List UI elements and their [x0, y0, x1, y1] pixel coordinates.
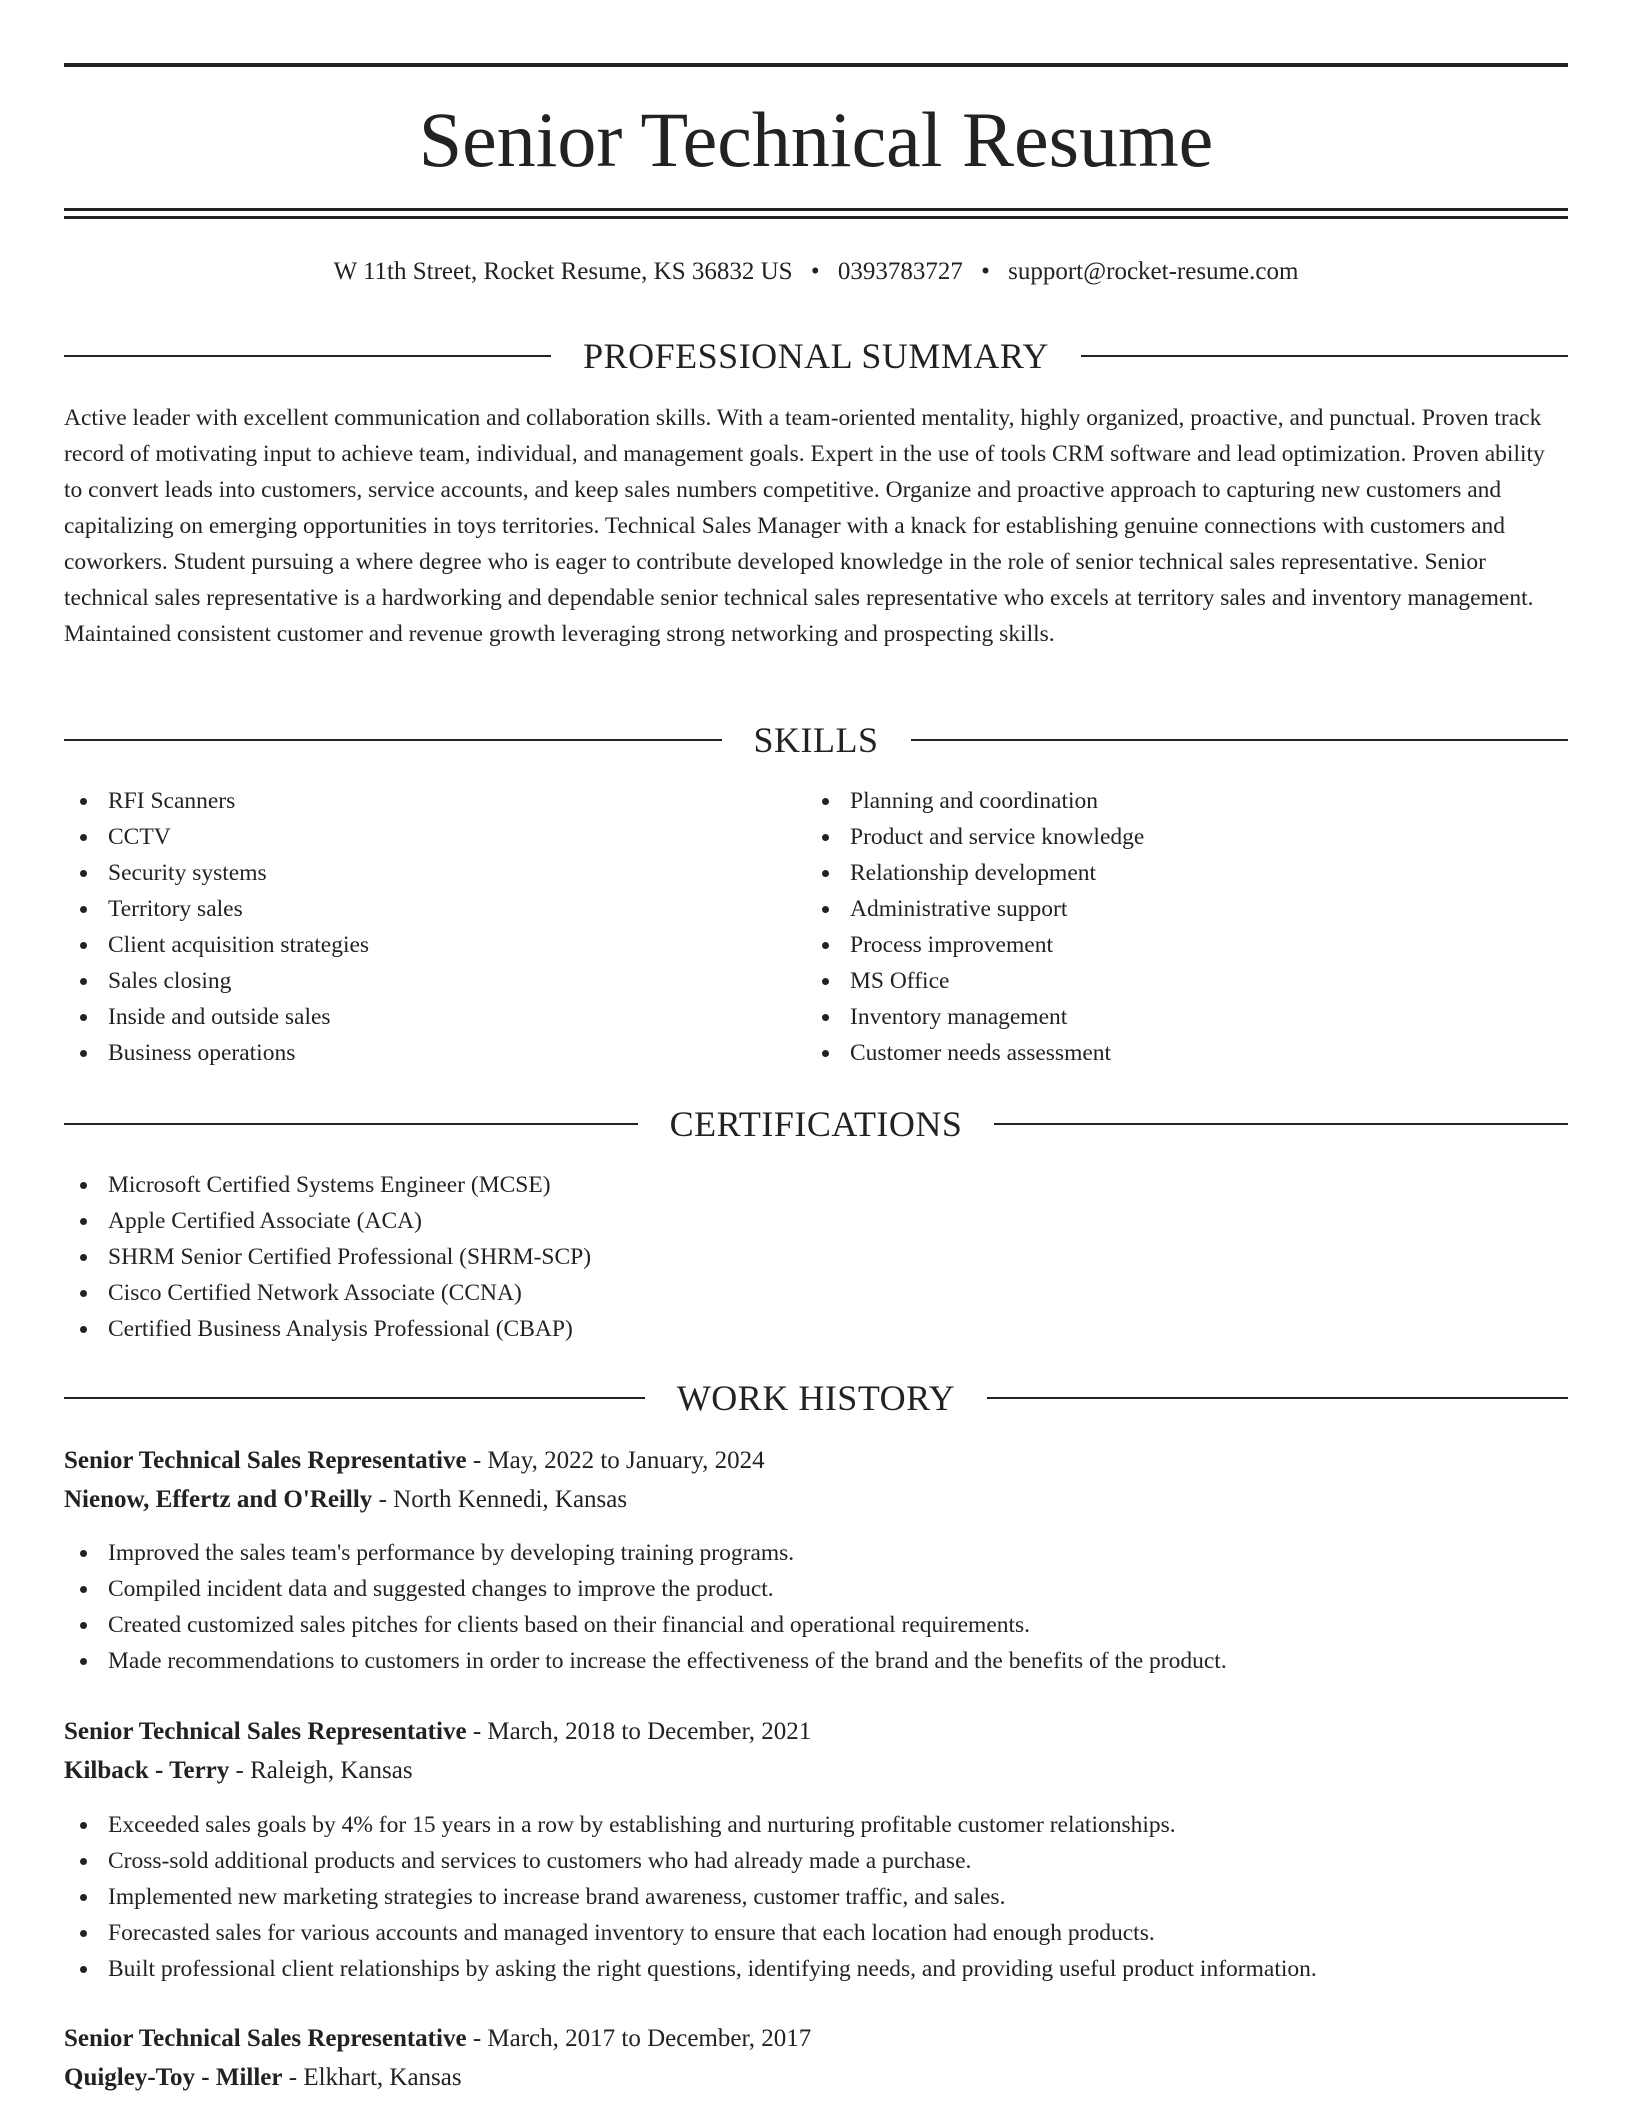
job-location: - Raleigh, Kansas: [229, 1757, 413, 1784]
section-rule: [64, 355, 551, 357]
summary-paragraph: Active leader with excellent communication and collaboration skills. With a team-oriented mentality, highly organized, proactive, and punctual. Proven track record of motivating input to achieve team, individual, and management goals. Expert in the use of tools CRM software and lead optimization. Proven ability to convert leads into customers, service accounts, and keep sales numbers competitive. Organize and proactive approach to capturing new customers and capitalizing on emerging opportunities in toys territories. Technical Sales Manager with a knack for establishing genuine connections with customers and coworkers. Student pursuing a where degree who is eager to contribute developed knowledge in the role of senior technical sales representative. Senior technical sales representative is a hardworking and dependable senior technical sales representative who excels at territory sales and inventory management. Maintained consistent customer and revenue growth leveraging strong networking and prospecting skills.: [64, 405, 1545, 647]
section-title: SKILLS: [753, 720, 879, 760]
section-title: WORK HISTORY: [676, 1378, 956, 1418]
job-dates: - May, 2022 to January, 2024: [466, 1447, 765, 1474]
section-rule: [911, 739, 1569, 741]
job-title-line: [64, 2021, 1568, 2057]
skill-item: Process improvement: [806, 927, 1144, 963]
skills-list-right: [806, 783, 1144, 1071]
contact-separator: •: [810, 258, 820, 285]
section-header-certifications: [64, 1102, 1568, 1146]
skill-item: Inventory management: [806, 999, 1144, 1035]
skill-item: Relationship development: [806, 855, 1144, 891]
job-location: - North Kennedi, Kansas: [372, 1486, 628, 1513]
skill-item: CCTV: [64, 819, 369, 855]
job-company-line: [64, 1753, 1568, 1789]
skill-item: MS Office: [806, 963, 1144, 999]
certification-item: Cisco Certified Network Associate (CCNA): [64, 1275, 591, 1311]
section-rule: [64, 1123, 638, 1125]
job-dates: - March, 2017 to December, 2017: [466, 2025, 812, 2052]
certification-item: Certified Business Analysis Professional (CBAP): [64, 1311, 591, 1347]
section-header-summary: [64, 334, 1568, 378]
skill-item: Sales closing: [64, 963, 369, 999]
skill-item: Client acquisition strategies: [64, 927, 369, 963]
job-bullet: Built professional client relationships by asking the right questions, identifying needs, and providing useful product information.: [64, 1951, 1317, 1987]
skill-item: Territory sales: [64, 891, 369, 927]
top-rule: [64, 63, 1568, 67]
section-rule: [64, 1397, 645, 1399]
section-rule: [987, 1397, 1568, 1399]
job-dates: - March, 2018 to December, 2021: [466, 1718, 812, 1745]
job-bullet: Exceeded sales goals by 4% for 15 years in a row by establishing and nurturing profitable customer relationships.: [64, 1807, 1317, 1843]
job-company: Quigley-Toy - Miller: [64, 2064, 283, 2091]
job-company: Kilback - Terry: [64, 1757, 230, 1784]
section-rule: [1081, 355, 1568, 357]
contact-separator: •: [981, 258, 990, 285]
job-bullets: [64, 1535, 1227, 1679]
job-title: Senior Technical Sales Representative: [64, 1447, 467, 1474]
job-title: Senior Technical Sales Representative: [64, 1718, 467, 1745]
title-double-rule-upper: [64, 208, 1568, 211]
skills-list-left: [64, 783, 369, 1071]
skill-item: Inside and outside sales: [64, 999, 369, 1035]
section-rule: [994, 1123, 1568, 1125]
certification-item: SHRM Senior Certified Professional (SHRM-SCP): [64, 1239, 591, 1275]
skill-item: Administrative support: [806, 891, 1144, 927]
job-company-line: [64, 1482, 1568, 1518]
certification-item: Apple Certified Associate (ACA): [64, 1203, 591, 1239]
job-title: Senior Technical Sales Representative: [64, 2025, 467, 2052]
contact-line: [64, 254, 1568, 290]
section-rule: [64, 739, 722, 741]
resume-title: Senior Technical Resume: [418, 96, 1214, 183]
skill-item: Planning and coordination: [806, 783, 1144, 819]
skill-item: RFI Scanners: [64, 783, 369, 819]
skill-item: Customer needs assessment: [806, 1035, 1144, 1071]
job-bullet: Improved the sales team's performance by developing training programs.: [64, 1535, 1227, 1571]
section-title: CERTIFICATIONS: [669, 1104, 963, 1144]
skill-item: Security systems: [64, 855, 369, 891]
job-company-line: [64, 2060, 1568, 2096]
job-bullets: [64, 1807, 1317, 1987]
job-company: Nienow, Effertz and O'Reilly: [64, 1486, 373, 1513]
section-header-skills: [64, 718, 1568, 762]
section-header-work-history: [64, 1376, 1568, 1420]
job-location: - Elkhart, Kansas: [282, 2064, 462, 2091]
job-title-line: [64, 1714, 1568, 1750]
contact-phone: 0393783727: [837, 258, 963, 285]
skill-item: Product and service knowledge: [806, 819, 1144, 855]
title-double-rule-lower: [64, 216, 1568, 219]
contact-email: support@rocket-resume.com: [1008, 258, 1299, 285]
section-title: PROFESSIONAL SUMMARY: [583, 336, 1049, 376]
job-bullet: Compiled incident data and suggested changes to improve the product.: [64, 1571, 1227, 1607]
job-title-line: [64, 1443, 1568, 1479]
job-bullet: Created customized sales pitches for clients based on their financial and operational requirements.: [64, 1607, 1227, 1643]
certification-item: Microsoft Certified Systems Engineer (MCSE): [64, 1167, 591, 1203]
skill-item: Business operations: [64, 1035, 369, 1071]
job-bullet: Forecasted sales for various accounts and managed inventory to ensure that each location had enough products.: [64, 1915, 1317, 1951]
job-bullet: Cross-sold additional products and services to customers who had already made a purchase.: [64, 1843, 1317, 1879]
job-bullet: Made recommendations to customers in order to increase the effectiveness of the brand and the benefits of the product.: [64, 1643, 1227, 1679]
contact-address: W 11th Street, Rocket Resume, KS 36832 US: [333, 258, 793, 285]
job-bullet: Implemented new marketing strategies to increase brand awareness, customer traffic, and sales.: [64, 1879, 1317, 1915]
certifications-list: [64, 1167, 591, 1347]
